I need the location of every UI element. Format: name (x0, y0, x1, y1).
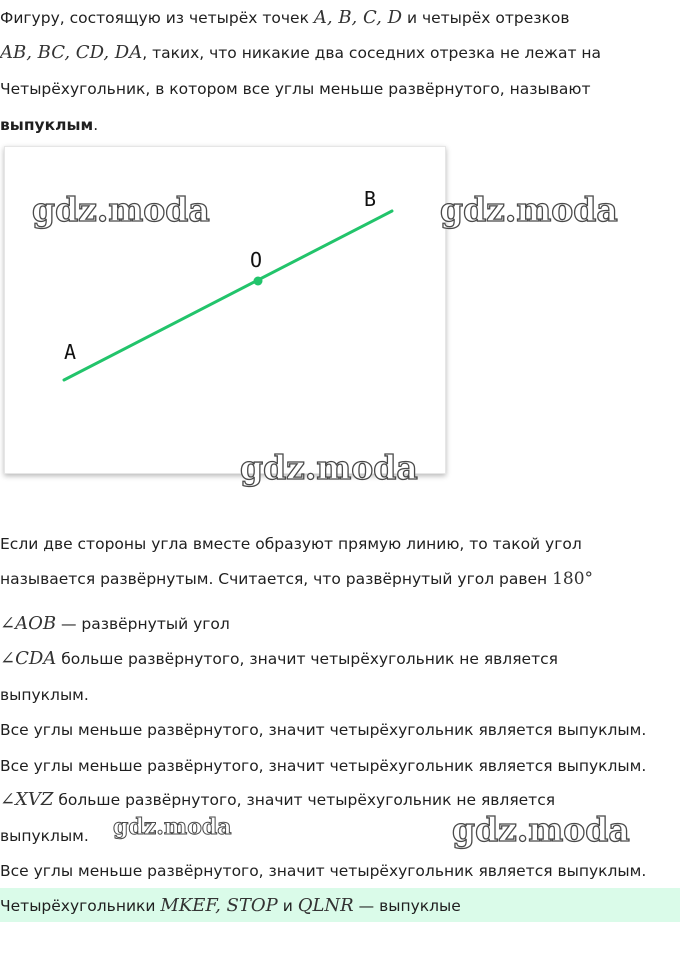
line-ab (64, 211, 392, 380)
text: больше развёрнутого, значит четырёхугольник не является (53, 791, 556, 809)
item-xvz (0, 790, 555, 810)
paragraph2-line1: Если две стороны угла вместе образуют прямую линию, то такой угол (0, 535, 582, 553)
math-angle-cda: ∠CDA (0, 648, 57, 669)
math-stop: STOP (226, 895, 278, 916)
text: называется развёрнутым. Считается, что развёрнутый угол равен (0, 570, 553, 588)
item-xvz-line2: выпуклым. (0, 827, 89, 845)
math-mkef: MKEF (160, 895, 216, 916)
paragraph1-line2 (0, 43, 601, 63)
watermark-2: gdz.moda (440, 190, 618, 229)
text: и четырёх отрезков (402, 9, 570, 27)
item-all-less-1: Все углы меньше развёрнутого, значит четырёхугольник является выпуклым. (0, 721, 647, 739)
watermark-3: gdz.moda (240, 448, 418, 487)
text: . (93, 116, 99, 134)
math-180: 180° (552, 569, 594, 589)
math-angle-xvz: ∠XVZ (0, 789, 54, 810)
watermark-5: gdz.moda (452, 810, 630, 849)
paragraph1-line4 (0, 115, 98, 135)
text: , таких, что никакие два соседних отрезка не лежат на (142, 44, 602, 62)
text: — развёрнутый угол (56, 615, 230, 633)
point-o (254, 277, 263, 286)
paragraph1-line3: Четырёхугольник, в котором все углы меньше развёрнутого, называют (0, 80, 591, 98)
math-points: A, B, C, D (313, 7, 403, 28)
label-o: O (250, 248, 263, 272)
label-a: A (64, 340, 77, 364)
conclusion-line (0, 896, 461, 916)
item-cda-line2: выпуклым. (0, 686, 89, 704)
item-all-less-3: Все углы меньше развёрнутого, значит четырёхугольник является выпуклым. (0, 862, 647, 880)
text: и (277, 897, 298, 915)
item-all-less-2: Все углы меньше развёрнутого, значит четырёхугольник является выпуклым. (0, 757, 647, 775)
paragraph2-line2 (0, 569, 593, 589)
label-b: B (364, 187, 377, 211)
text: Четырёхугольники (0, 897, 161, 915)
item-aob (0, 614, 230, 634)
bold-term: выпуклым (0, 116, 94, 134)
item-cda (0, 649, 558, 669)
math-angle-aob: ∠AOB (0, 613, 57, 634)
text: больше развёрнутого, значит четырёхугольник не является (56, 650, 558, 668)
watermark-1: gdz.moda (32, 190, 210, 229)
math-segments: AB, BC, CD, DA (0, 42, 143, 63)
text: Фигуру, состоящую из четырёх точек (0, 9, 314, 27)
paragraph1-line1 (0, 8, 570, 28)
math-qlnr: QLNR (297, 895, 354, 916)
math-comma: , (215, 895, 227, 916)
text: — выпуклые (353, 897, 461, 915)
watermark-4: gdz.moda (113, 814, 232, 840)
